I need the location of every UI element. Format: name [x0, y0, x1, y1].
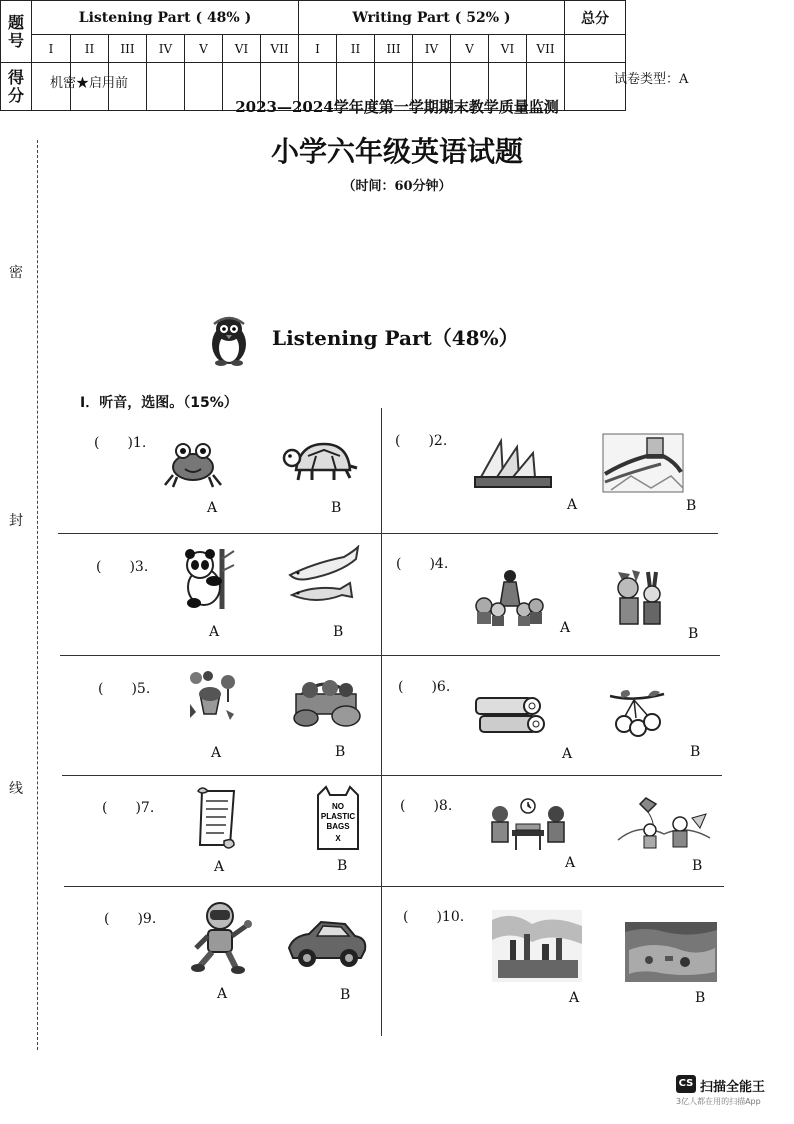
- question-number: ( )10.: [403, 909, 465, 925]
- listening-part-header: Listening Part ( 48% ): [32, 1, 299, 35]
- option-b-label: B: [337, 858, 348, 874]
- fruits-icon: [604, 688, 670, 740]
- option-b-label: B: [333, 624, 344, 640]
- writing-col: IV: [413, 35, 451, 63]
- listening-col: I: [32, 35, 71, 63]
- option-a-label: A: [217, 986, 228, 1002]
- chess-kids-icon: [486, 796, 570, 852]
- snow-white-icon: [472, 566, 546, 628]
- row-divider: [60, 655, 720, 656]
- scanner-subtitle: 3亿人都在用的扫描App: [676, 1097, 761, 1106]
- listening-col: III: [109, 35, 147, 63]
- option-a-label: A: [562, 746, 573, 762]
- row-label-score: 得 分: [1, 63, 32, 111]
- whale-icon: [284, 545, 362, 607]
- option-b-label: B: [695, 990, 706, 1006]
- option-a-label: A: [565, 855, 576, 871]
- option-b-label: B: [688, 626, 699, 642]
- option-a-label: A: [209, 624, 220, 640]
- question-number: ( )8.: [400, 798, 453, 814]
- question-number: ( )7.: [102, 800, 155, 816]
- option-b-label: B: [686, 498, 697, 514]
- robot-icon: [190, 900, 256, 974]
- great-wall-icon: [601, 432, 685, 494]
- total-header: 总分: [565, 1, 626, 35]
- frog-icon: [163, 435, 223, 489]
- factory-pollution-icon: [492, 910, 582, 982]
- writing-part-header: Writing Part ( 52% ): [299, 1, 565, 35]
- paper-type-note: 试卷类型：A: [614, 72, 689, 87]
- exam-header: 2023—2024学年度第一学期期末教学质量监测: [235, 98, 559, 116]
- row-divider: [58, 533, 718, 534]
- page-title: 小学六年级英语试题: [270, 135, 523, 168]
- logs-icon: [472, 694, 552, 740]
- scroll-icon: [194, 785, 242, 851]
- writing-col: VI: [489, 35, 527, 63]
- total-blank: [565, 35, 626, 63]
- writing-col: I: [299, 35, 337, 63]
- score-table: [0, 0, 626, 111]
- option-a-label: A: [569, 990, 580, 1006]
- question-number: ( )6.: [398, 679, 451, 695]
- question-number: ( )3.: [96, 559, 149, 575]
- side-char-feng: 封: [9, 513, 23, 529]
- listening-col: VI: [223, 35, 261, 63]
- option-b-label: B: [340, 987, 351, 1003]
- writing-col: V: [451, 35, 489, 63]
- scanner-brand: 扫描全能王: [700, 1080, 766, 1095]
- turtle-icon: [282, 436, 358, 484]
- bag-text-plastic: PLASTIC: [320, 812, 356, 821]
- opera-house-icon: [473, 435, 553, 491]
- question-number: ( )4.: [396, 556, 449, 572]
- no-plastic-bags-icon: [312, 785, 364, 853]
- side-char-xian: 线: [9, 781, 23, 797]
- time-note: （时间：60分钟）: [342, 179, 452, 194]
- option-a-label: A: [211, 745, 222, 761]
- row-divider: [62, 775, 722, 776]
- scanner-logo: CS: [676, 1075, 696, 1093]
- kite-kids-icon: [616, 794, 712, 852]
- question-heading: I．听音，选图。（15%）: [80, 395, 238, 411]
- vegetables-icon: [290, 668, 364, 728]
- confidential-note: 机密★启用前: [50, 76, 129, 91]
- option-b-label: B: [692, 858, 703, 874]
- listening-section-title: Listening Part（48%）: [272, 326, 519, 350]
- binding-dashed-line: [37, 140, 38, 1050]
- question-number: ( )9.: [104, 911, 157, 927]
- option-a-label: A: [214, 859, 225, 875]
- penguin-icon: [204, 314, 254, 366]
- row-divider: [64, 886, 724, 887]
- option-b-label: B: [335, 744, 346, 760]
- column-divider: [381, 408, 382, 1036]
- option-b-label: B: [690, 744, 701, 760]
- writing-col: VII: [527, 35, 565, 63]
- bag-text-x: X: [335, 834, 341, 843]
- row-label-number: 题 号: [1, 1, 32, 63]
- option-a-label: A: [567, 497, 578, 513]
- listening-col: VII: [261, 35, 299, 63]
- question-number: ( )2.: [395, 433, 448, 449]
- question-number: ( )5.: [98, 681, 151, 697]
- zootopia-icon: [610, 566, 666, 628]
- river-pollution-icon: [625, 922, 717, 982]
- side-char-mi: 密: [9, 265, 23, 281]
- option-b-label: B: [331, 500, 342, 516]
- sweets-icon: [186, 668, 240, 724]
- listening-col: II: [71, 35, 109, 63]
- bag-text-bags: BAGS: [326, 822, 350, 831]
- listening-col: V: [185, 35, 223, 63]
- writing-col: III: [375, 35, 413, 63]
- listening-col: IV: [147, 35, 185, 63]
- bag-text-no: NO: [332, 802, 344, 811]
- car-icon: [285, 914, 369, 972]
- panda-icon: [178, 545, 238, 611]
- question-number: ( )1.: [94, 435, 147, 451]
- option-a-label: A: [207, 500, 218, 516]
- writing-col: II: [337, 35, 375, 63]
- option-a-label: A: [560, 620, 571, 636]
